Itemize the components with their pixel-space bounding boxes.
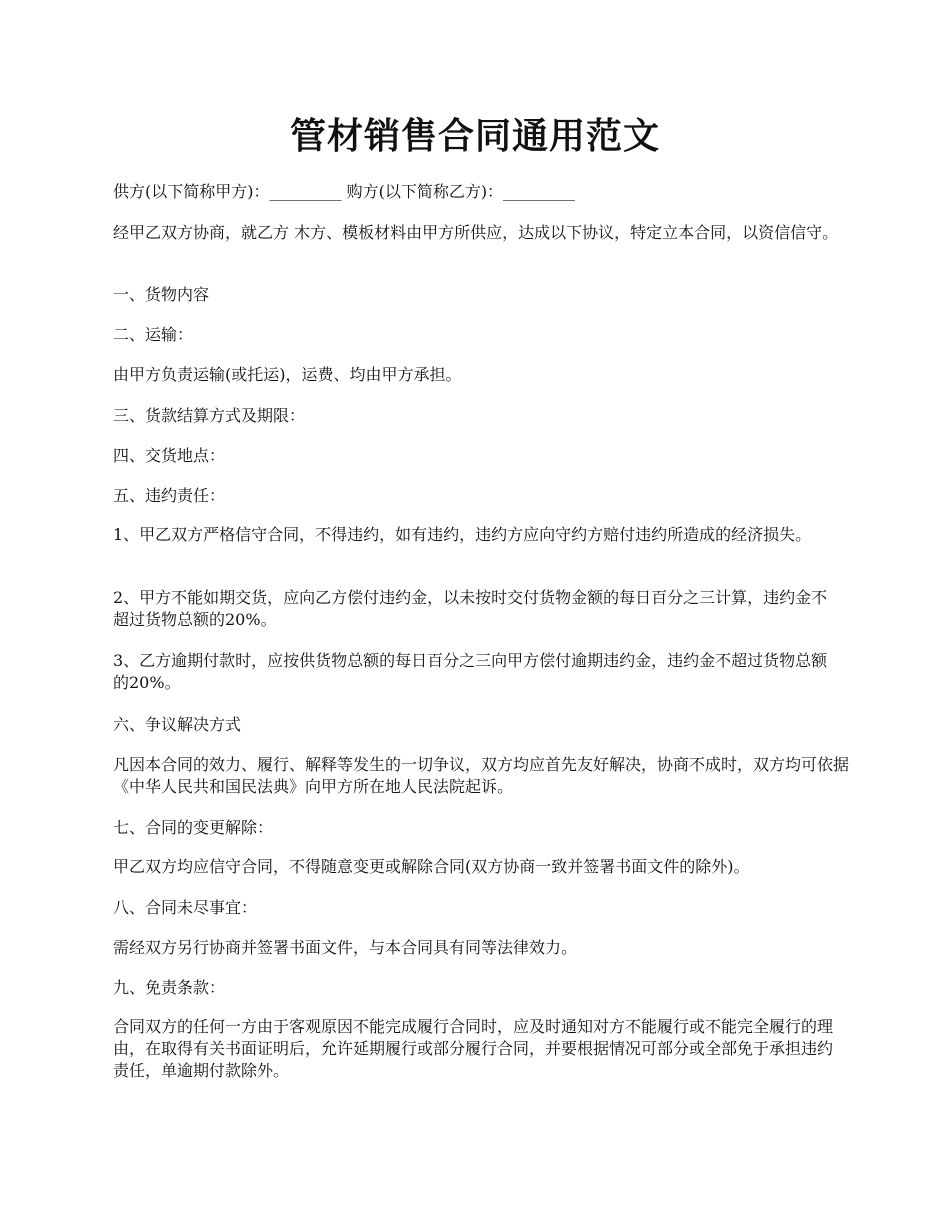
section-4-heading: 四、交货地点： [113,446,226,465]
section-3-heading: 三、货款结算方式及期限： [113,406,306,425]
section-5-item-2: 2、甲方不能如期交货，应向乙方偿付违约金，以未按时交付货物金额的每日百分之三计算，违约金不超过货物总额的20%。 [113,588,828,629]
section-2-body: 由甲方负责运输(或托运)，运费、均由甲方承担。 [113,365,462,384]
section-2-heading: 二、运输： [113,325,194,344]
parties-line: 供方(以下简称甲方)：_________ 购方(以下简称乙方)：_________ [113,182,576,201]
section-8-body: 需经双方另行协商并签署书面文件，与本合同具有同等法律效力。 [113,938,578,957]
section-5-item-1: 1、甲乙双方严格信守合同，不得违约，如有违约，违约方应向守约方赔付违约所造成的经济损失。 [113,525,812,544]
section-7-heading: 七、合同的变更解除： [113,818,274,837]
section-6-body: 凡因本合同的效力、履行、解释等发生的一切争议，双方均应首先友好解决，协商不成时，双方均可依据《中华人民共和国民法典》向甲方所在地人民法院起诉。 [113,755,850,796]
intro-paragraph: 经甲乙双方协商，就乙方 木方、模板材料由甲方所供应，达成以下协议，特定立本合同，以资信信守。 [113,223,839,242]
section-9-heading: 九、免责条款： [113,978,226,997]
section-8-heading: 八、合同未尽事宜： [113,898,258,917]
section-6-heading: 六、争议解决方式 [113,715,242,734]
section-1-heading: 一、货物内容 [113,285,210,304]
section-5-heading: 五、违约责任： [113,486,226,505]
document-title: 管材销售合同通用范文 [289,115,660,157]
section-7-body: 甲乙双方均应信守合同，不得随意变更或解除合同(双方协商一致并签署书面文件的除外)。 [113,857,750,876]
section-5-item-3: 3、乙方逾期付款时，应按供货物总额的每日百分之三向甲方偿付逾期违约金，违约金不超过货物总额的20%。 [113,651,828,692]
section-9-body: 合同双方的任何一方由于客观原因不能完成履行合同时，应及时通知对方不能履行或不能完全履行的理由，在取得有关书面证明后，允许延期履行或部分履行合同，并要根据情况可部分或全部免于承担违约责任，单逾期付款除外。 [113,1017,834,1080]
